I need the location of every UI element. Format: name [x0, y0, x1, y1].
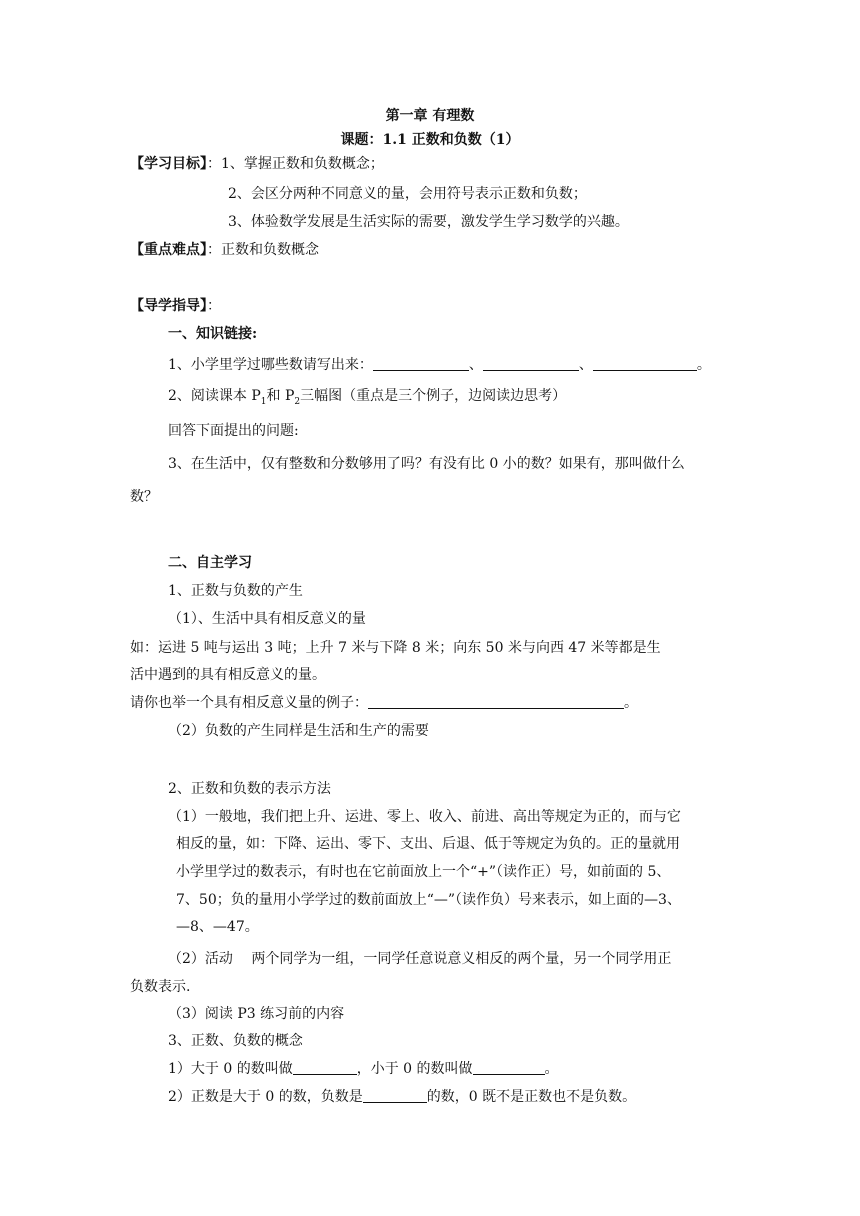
answer-blank[interactable]	[363, 1088, 427, 1103]
keypoints-line	[130, 240, 319, 260]
guide-sep: ：	[207, 298, 221, 314]
objectives-line-1	[130, 154, 384, 174]
objective-item: 1、掌握正数和负数概念；	[221, 156, 384, 172]
your-example-line	[130, 693, 638, 713]
concept-1-text: ，小于 0 的数叫做	[356, 1061, 473, 1077]
example-line-1: 如：运进 5 吨与运出 3 吨；上升 7 米与下降 8 米；向东 50 米与向西 47 米等都是生	[130, 640, 661, 656]
question-3-line-2: 数？	[130, 489, 158, 505]
answer-blank[interactable]	[473, 1060, 545, 1075]
part1-title: 一、知识链接:	[168, 326, 258, 342]
section-1-item-2: （2）负数的产生同样是生活和生产的需要	[168, 723, 429, 739]
concept-2	[168, 1087, 636, 1107]
section-2-item-1-line-5: —8、—47。	[176, 919, 259, 935]
subscript: 2	[294, 396, 301, 407]
guide-label: 【导学指导】	[130, 298, 207, 314]
separator: 、	[578, 357, 593, 373]
question-2-text: 和 P	[266, 388, 295, 404]
separator: 、	[468, 357, 483, 373]
section-2-item-1-line-1: （1）一般地，我们把上升、运进、零上、收入、前进、高出等规定为正的，而与它	[168, 809, 681, 825]
question-2	[168, 386, 566, 412]
answer-blank[interactable]	[373, 356, 469, 371]
example-line-2: 活中遇到的具有相反意义的量。	[130, 667, 326, 683]
question-1	[168, 355, 711, 375]
section-3-title: 3、正数、负数的概念	[168, 1033, 303, 1049]
objective-item: 2、会区分两种不同意义的量，会用符号表示正数和负数；	[228, 186, 587, 202]
objectives-sep: ：	[207, 156, 221, 172]
objectives-label: 【学习目标】	[130, 156, 207, 172]
concept-2-text: 2）正数是大于 0 的数，负数是	[168, 1089, 363, 1105]
section-2-title: 2、正数和负数的表示方法	[168, 781, 331, 797]
section-2-item-1-line-2: 相反的量，如：下降、运出、零下、支出、后退、低于等规定为负的。正的量就用	[176, 836, 680, 852]
section-2-item-2-line-1: （2）活动 两个同学为一组，一同学任意说意义相反的两个量，另一个同学用正	[168, 951, 672, 967]
concept-2-text: 的数，0 既不是正数也不是负数。	[426, 1089, 637, 1105]
question-2-text: 三幅图（重点是三个例子，边阅读边思考）	[300, 388, 567, 404]
question-1-text: 1、小学里学过哪些数请写出来：	[168, 357, 373, 373]
answer-prompt: 回答下面提出的问题:	[168, 423, 299, 439]
chapter-title: 第一章 有理数	[385, 108, 475, 124]
section-2-item-1-line-3: 小学里学过的数表示，有时也在它前面放上一个“+”（读作正）号，如前面的 5、	[176, 864, 671, 880]
part2-title: 二、自主学习	[168, 555, 252, 571]
your-example-text: 请你也举一个具有相反意义量的例子：	[130, 695, 368, 711]
concept-1	[168, 1059, 559, 1079]
answer-blank[interactable]	[593, 356, 697, 371]
keypoints-label: 【重点难点】	[130, 242, 207, 258]
question-3-line-1: 3、在生活中，仅有整数和分数够用了吗？有没有比 0 小的数？如果有，那叫做什么	[168, 456, 685, 472]
keypoints-text: 正数和负数概念	[221, 242, 319, 258]
keypoints-sep: ：	[207, 242, 221, 258]
period: 。	[624, 695, 638, 711]
objective-item: 3、体验数学发展是生活实际的需要，激发学生学习数学的兴趣。	[228, 214, 629, 230]
question-2-text: 2、阅读课本 P	[168, 388, 261, 404]
period: 。	[544, 1061, 559, 1077]
period: 。	[696, 357, 711, 373]
answer-blank[interactable]	[483, 356, 579, 371]
lesson-title: 课题：1.1 正数和负数（1）	[340, 132, 520, 148]
section-2-item-1-line-4: 7、50；负的量用小学学过的数前面放上“—”（读作负）号来表示，如上面的—3、	[176, 892, 681, 908]
section-1-item-1: （1）、生活中具有相反意义的量	[168, 611, 366, 627]
concept-1-text: 1）大于 0 的数叫做	[168, 1061, 293, 1077]
section-2-item-3: （3）阅读 P3 练习前的内容	[168, 1006, 345, 1022]
answer-blank[interactable]	[368, 694, 624, 709]
guide-line	[130, 296, 221, 316]
section-2-item-2-line-2: 负数表示.	[130, 979, 191, 995]
section-1-title: 1、正数与负数的产生	[168, 583, 303, 599]
answer-blank[interactable]	[293, 1060, 357, 1075]
subscript: 1	[260, 396, 267, 407]
